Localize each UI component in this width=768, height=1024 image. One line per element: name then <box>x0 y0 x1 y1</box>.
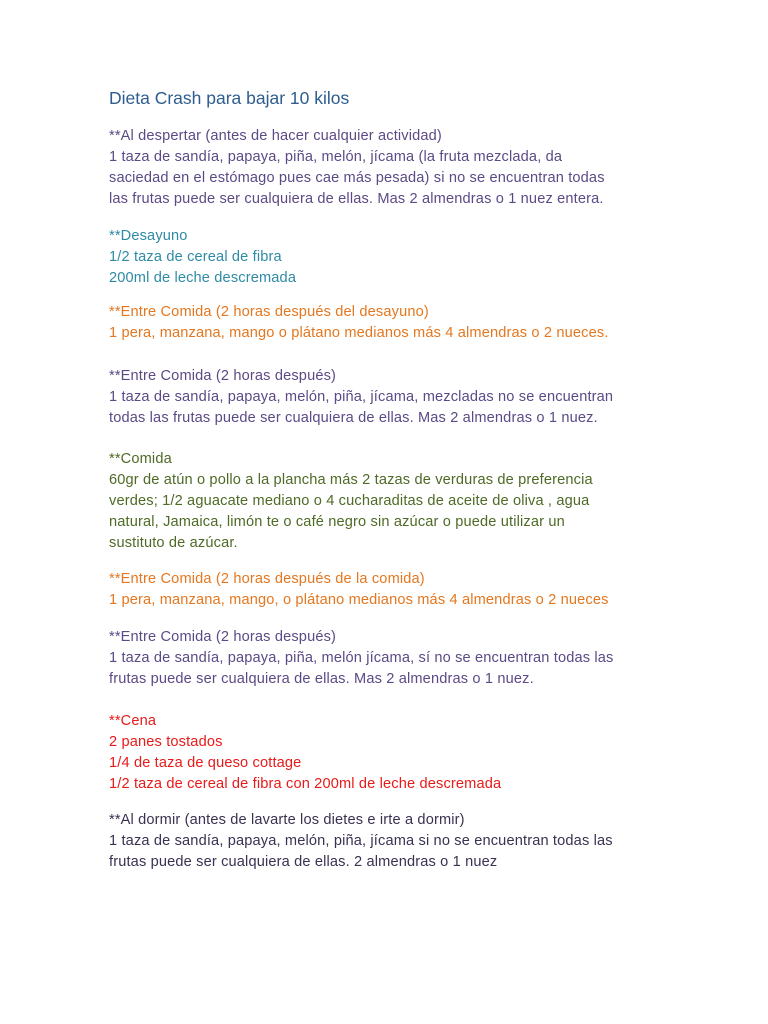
section-line: las frutas puede ser cualquiera de ellas. Mas 2 almendras o 1 nuez entera. <box>109 191 604 207</box>
section-line: 2 panes tostados <box>109 734 223 750</box>
section-al-despertar <box>109 126 669 210</box>
section-entre-comida-3 <box>109 569 669 611</box>
section-line: 200ml de leche descremada <box>109 270 297 286</box>
section-line: 1 taza de sandía, papaya, piña, melón, jícama (la fruta mezclada, da <box>109 149 563 165</box>
section-line: 1 pera, manzana, mango, o plátano medianos más 4 almendras o 2 nueces <box>109 592 609 608</box>
section-heading: **Entre Comida (2 horas después) <box>109 629 337 645</box>
section-line: frutas puede ser cualquiera de ellas. 2 almendras o 1 nuez <box>109 854 498 870</box>
section-desayuno <box>109 226 669 289</box>
section-cena <box>109 711 669 795</box>
section-line: natural, Jamaica, limón te o café negro sin azúcar o puede utilizar un <box>109 514 565 530</box>
section-heading: **Entre Comida (2 horas después) <box>109 368 337 384</box>
section-heading: **Comida <box>109 451 172 467</box>
section-entre-comida-1 <box>109 302 669 344</box>
section-line: 60gr de atún o pollo a la plancha más 2 tazas de verduras de preferencia <box>109 472 593 488</box>
section-heading: **Entre Comida (2 horas después de la comida) <box>109 571 425 587</box>
section-line: sustituto de azúcar. <box>109 535 238 551</box>
section-line: saciedad en el estómago pues cae más pesada) si no se encuentran todas <box>109 170 605 186</box>
section-heading: **Al dormir (antes de lavarte los dietes e irte a dormir) <box>109 812 465 828</box>
section-line: frutas puede ser cualquiera de ellas. Mas 2 almendras o 1 nuez. <box>109 671 534 687</box>
section-line: todas las frutas puede ser cualquiera de ellas. Mas 2 almendras o 1 nuez. <box>109 410 598 426</box>
document-title: Dieta Crash para bajar 10 kilos <box>109 88 350 108</box>
section-line: 1/2 taza de cereal de fibra <box>109 249 282 265</box>
section-entre-comida-4 <box>109 627 669 690</box>
section-line: 1 taza de sandía, papaya, melón, piña, jícama, mezcladas no se encuentran <box>109 389 614 405</box>
section-line: 1 pera, manzana, mango o plátano medianos más 4 almendras o 2 nueces. <box>109 325 609 341</box>
section-heading: **Desayuno <box>109 228 188 244</box>
section-line: 1 taza de sandía, papaya, melón, piña, jícama si no se encuentran todas las <box>109 833 613 849</box>
section-entre-comida-2 <box>109 366 669 429</box>
section-line: verdes; 1/2 aguacate mediano o 4 cucharaditas de aceite de oliva , agua <box>109 493 590 509</box>
section-comida <box>109 449 669 554</box>
section-heading: **Entre Comida (2 horas después del desayuno) <box>109 304 429 320</box>
section-line: 1/4 de taza de queso cottage <box>109 755 302 771</box>
section-line: 1 taza de sandía, papaya, piña, melón jícama, sí no se encuentran todas las <box>109 650 614 666</box>
section-line: 1/2 taza de cereal de fibra con 200ml de leche descremada <box>109 776 502 792</box>
section-al-dormir <box>109 810 669 873</box>
section-heading: **Cena <box>109 713 157 729</box>
section-heading: **Al despertar (antes de hacer cualquier actividad) <box>109 128 442 144</box>
